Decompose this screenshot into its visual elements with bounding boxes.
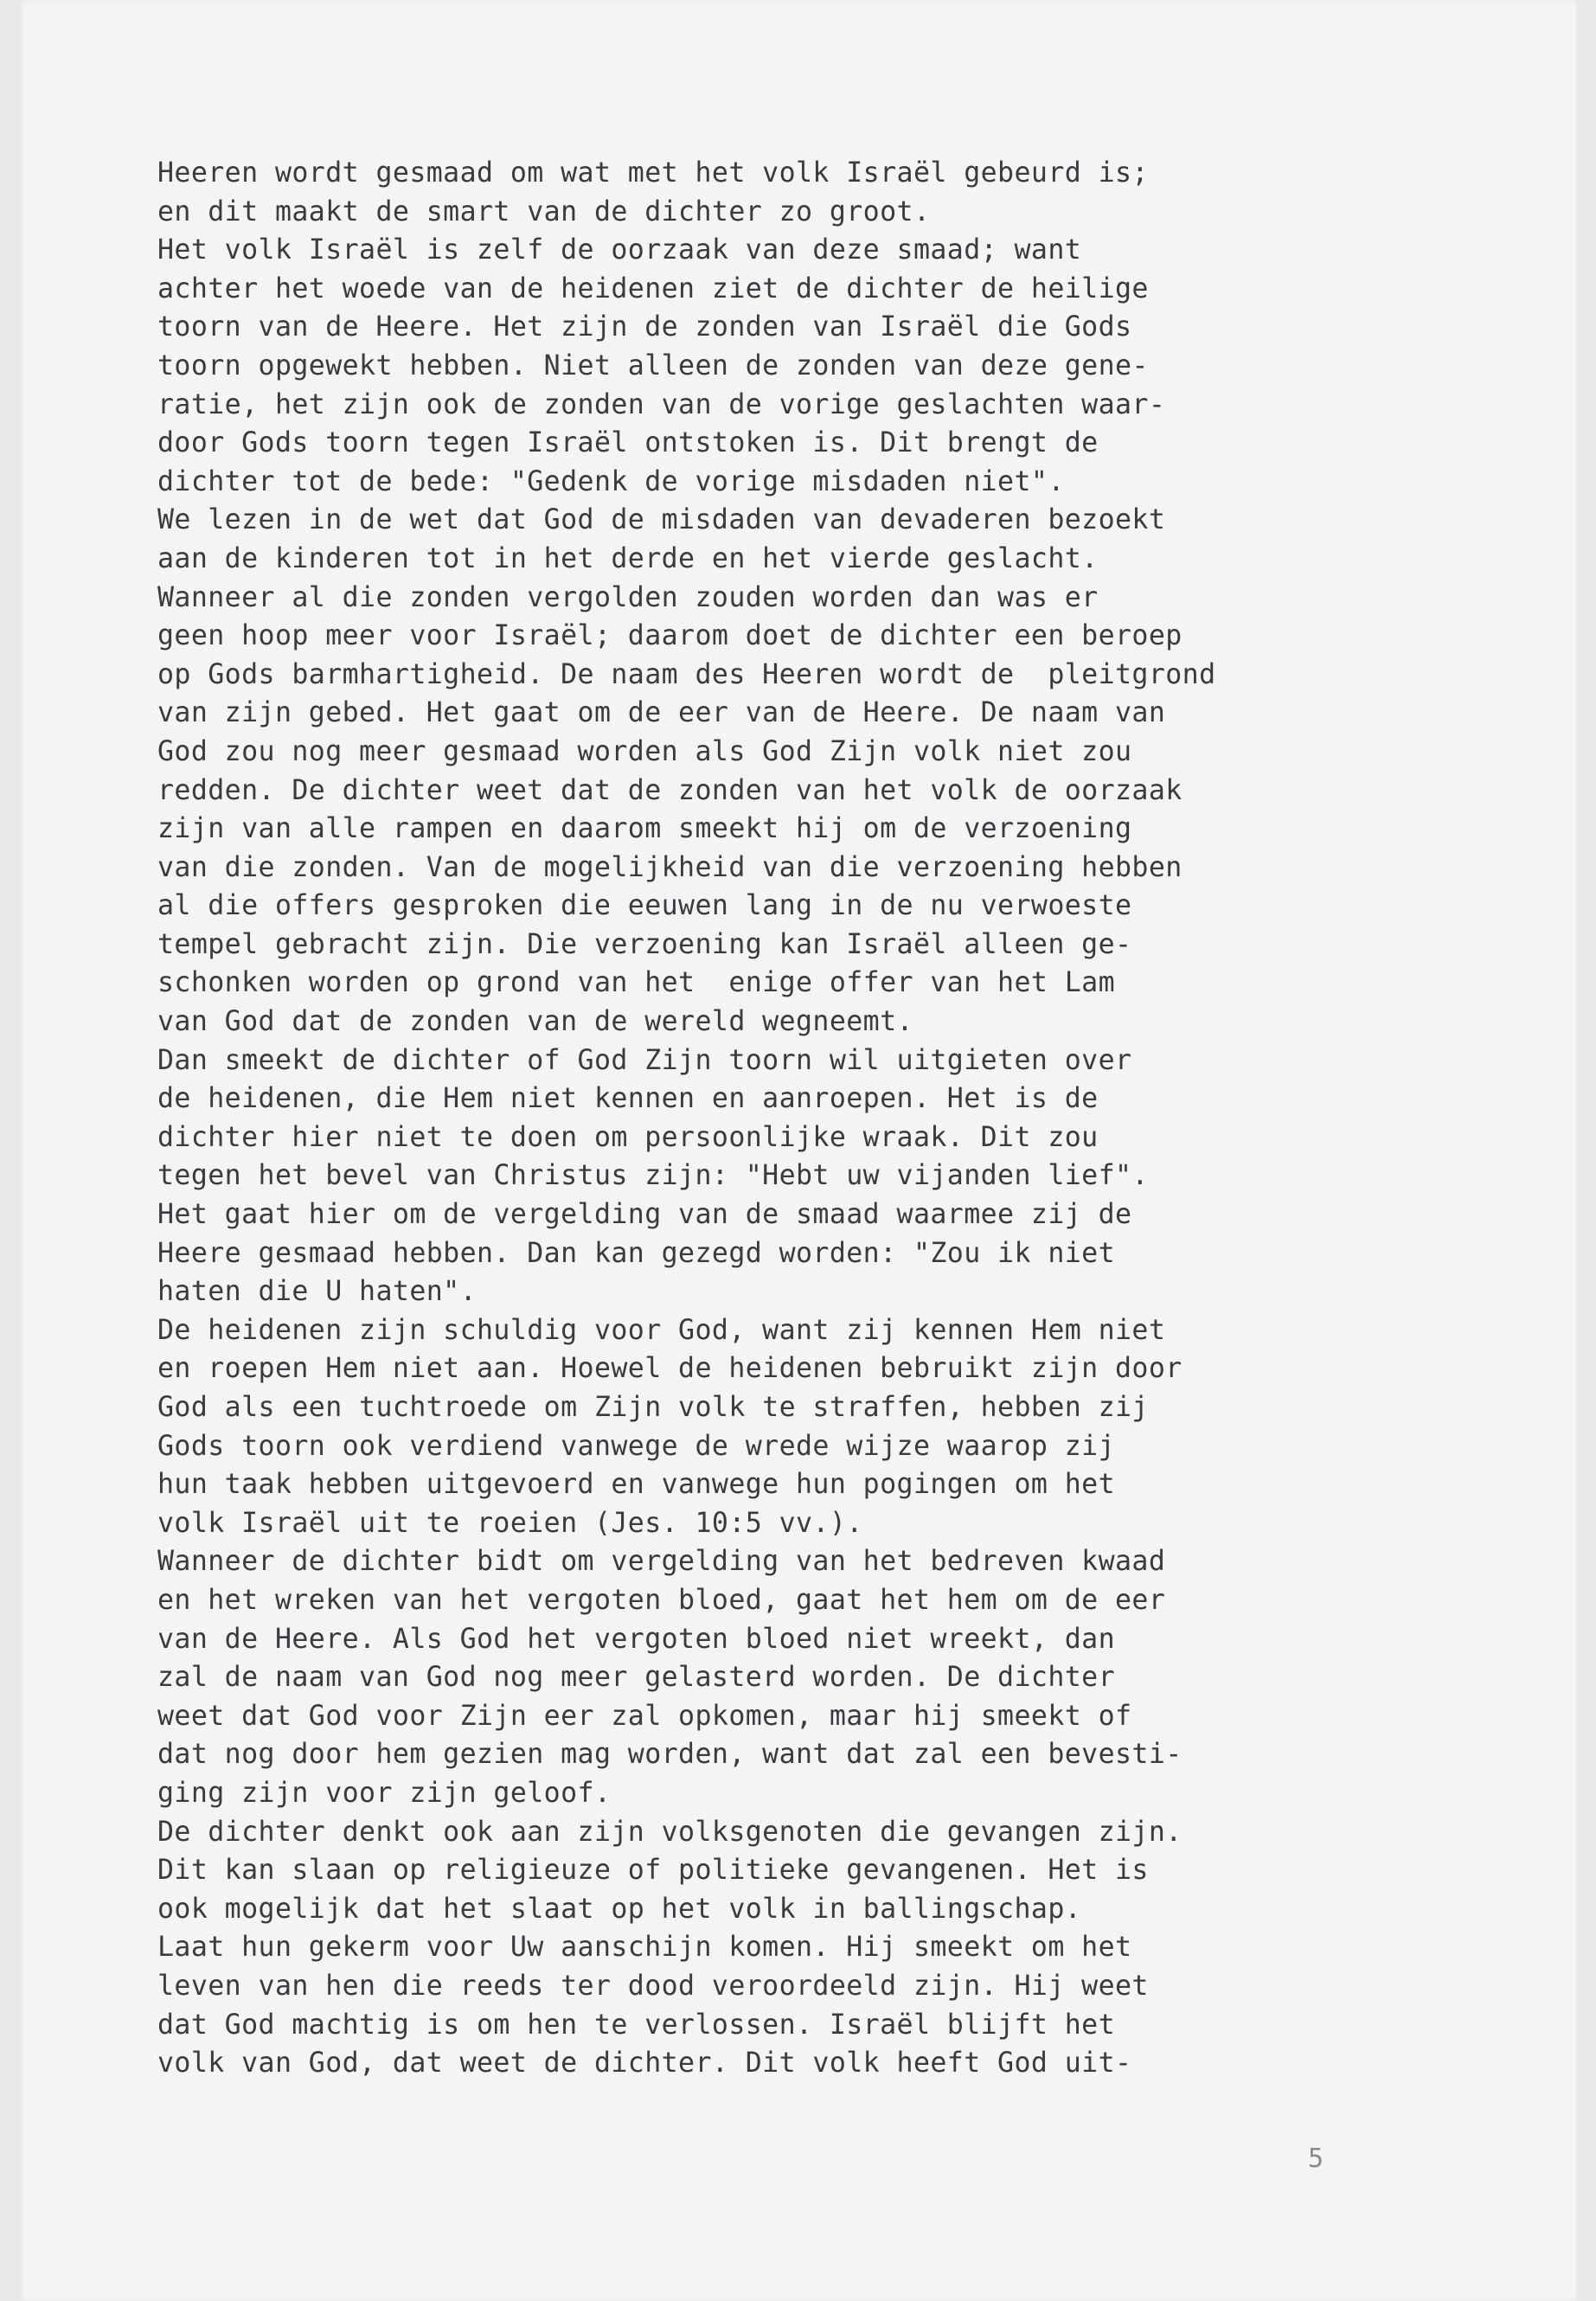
- text-line: en dit maakt de smart van de dichter zo groot.: [157, 195, 931, 228]
- text-line: God als een tuchtroede om Zijn volk te straffen, hebben zij: [157, 1392, 1149, 1423]
- text-line: Wanneer al die zonden vergolden zouden worden dan was er: [157, 581, 1099, 613]
- text-line: achter het woede van de heidenen ziet de dichter de heilige: [157, 272, 1149, 304]
- text-line: Dan smeekt de dichter of God Zijn toorn wil uitgieten over: [157, 1044, 1132, 1076]
- page-number: 5: [1308, 2144, 1324, 2174]
- text-line: dichter hier niet te doen om persoonlijke wraak. Dit zou: [157, 1121, 1099, 1153]
- text-line: en het wreken van het vergoten bloed, gaat het hem om de eer: [157, 1584, 1166, 1616]
- body-text: [157, 154, 1472, 2083]
- text-line: tegen het bevel van Christus zijn: "Hebt uw vijanden lief".: [157, 1160, 1149, 1192]
- text-line: al die offers gesproken die eeuwen lang in de nu verwoeste: [157, 890, 1132, 922]
- text-line: De heidenen zijn schuldig voor God, want zij kennen Hem niet: [157, 1314, 1166, 1346]
- text-line: van God dat de zonden van de wereld wegneemt.: [157, 1006, 913, 1038]
- text-line: dat nog door hem gezien mag worden, want dat zal een bevesti-: [157, 1739, 1183, 1771]
- text-line: van de Heere. Als God het vergoten bloed niet wreekt, dan: [157, 1623, 1115, 1655]
- text-line: God zou nog meer gesmaad worden als God Zijn volk niet zou: [157, 735, 1132, 767]
- text-line: aan de kinderen tot in het derde en het vierde geslacht.: [157, 542, 1099, 574]
- text-line: door Gods toorn tegen Israël ontstoken is. Dit brengt de: [157, 427, 1099, 459]
- text-line: ook mogelijk dat het slaat op het volk in ballingschap.: [157, 1893, 1082, 1925]
- text-line: zal de naam van God nog meer gelasterd worden. De dichter: [157, 1662, 1115, 1694]
- text-line: haten die U haten".: [157, 1276, 477, 1308]
- text-line: volk van God, dat weet de dichter. Dit volk heeft God uit-: [157, 2048, 1132, 2080]
- text-line: geen hoop meer voor Israël; daarom doet de dichter een beroep: [157, 620, 1183, 652]
- text-line: schonken worden op grond van het enige offer van het Lam: [157, 967, 1115, 999]
- text-line: Heere gesmaad hebben. Dan kan gezegd worden: "Zou ik niet: [157, 1237, 1115, 1269]
- text-line: We lezen in de wet dat God de misdaden van devaderen bezoekt: [157, 504, 1166, 536]
- text-line: Dit kan slaan op religieuze of politieke gevangenen. Het is: [157, 1855, 1149, 1887]
- text-line: redden. De dichter weet dat de zonden van het volk de oorzaak: [157, 774, 1183, 806]
- text-line: Wanneer de dichter bidt om vergelding van het bedreven kwaad: [157, 1546, 1166, 1578]
- text-line: leven van hen die reeds ter dood veroordeeld zijn. Hij weet: [157, 1970, 1149, 2002]
- text-line: dichter tot de bede: "Gedenk de vorige misdaden niet".: [157, 465, 1065, 497]
- text-line: Gods toorn ook verdiend vanwege de wrede wijze waarop zij: [157, 1430, 1115, 1462]
- text-line: zijn van alle rampen en daarom smeekt hij om de verzoening: [157, 813, 1132, 845]
- text-line: Het volk Israël is zelf de oorzaak van deze smaad; want: [157, 234, 1082, 266]
- text-line: dat God machtig is om hen te verlossen. Israël blijft het: [157, 2009, 1115, 2041]
- text-line: De dichter denkt ook aan zijn volksgenoten die gevangen zijn.: [157, 1816, 1183, 1848]
- text-line: volk Israël uit te roeien (Jes. 10:5 vv.).: [157, 1507, 863, 1539]
- text-line: van die zonden. Van de mogelijkheid van die verzoening hebben: [157, 851, 1183, 883]
- text-line: en roepen Hem niet aan. Hoewel de heidenen bebruikt zijn door: [157, 1353, 1183, 1385]
- text-line: toorn opgewekt hebben. Niet alleen de zonden van deze gene-: [157, 349, 1149, 381]
- text-line: Het gaat hier om de vergelding van de smaad waarmee zij de: [157, 1199, 1132, 1231]
- text-line: ging zijn voor zijn geloof.: [157, 1777, 612, 1809]
- text-line: van zijn gebed. Het gaat om de eer van de Heere. De naam van: [157, 697, 1166, 729]
- text-line: de heidenen, die Hem niet kennen en aanroepen. Het is de: [157, 1083, 1099, 1115]
- document-page: [19, 0, 1576, 2301]
- text-line: Laat hun gekerm voor Uw aanschijn komen. Hij smeekt om het: [157, 1932, 1132, 1964]
- text-line: ratie, het zijn ook de zonden van de vorige geslachten waar-: [157, 388, 1166, 420]
- text-line: weet dat God voor Zijn eer zal opkomen, maar hij smeekt of: [157, 1700, 1132, 1732]
- text-line: tempel gebracht zijn. Die verzoening kan Israël alleen ge-: [157, 928, 1132, 960]
- text-line: op Gods barmhartigheid. De naam des Heeren wordt de pleitgrond: [157, 658, 1216, 690]
- text-line: hun taak hebben uitgevoerd en vanwege hun pogingen om het: [157, 1469, 1115, 1501]
- text-line: Heeren wordt gesmaad om wat met het volk Israël gebeurd is;: [157, 157, 1149, 189]
- text-line: toorn van de Heere. Het zijn de zonden van Israël die Gods: [157, 311, 1132, 343]
